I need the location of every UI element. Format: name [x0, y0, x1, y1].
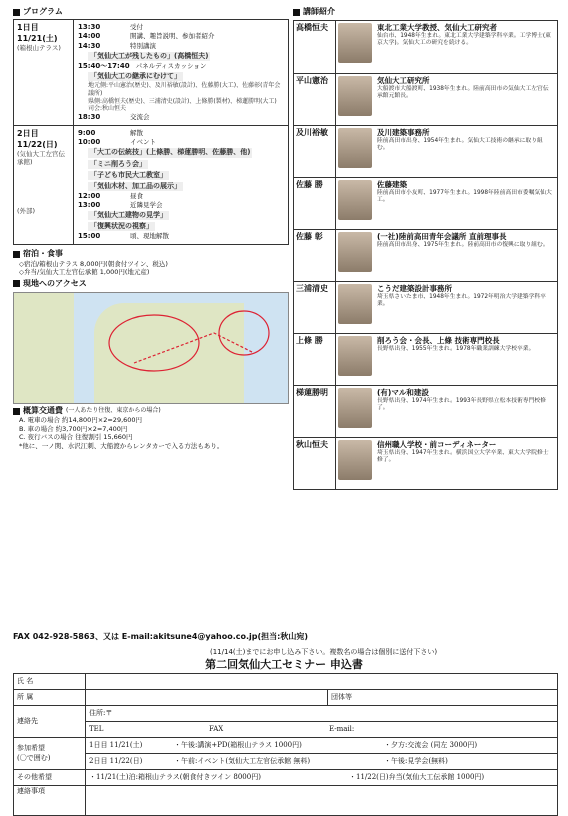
d2-tour-item-2: 「復興状況の視察」	[90, 222, 153, 231]
fees-heading: 概算交通費 (一人あたり往復、東京からの場合)	[13, 406, 289, 416]
profile-name: 佐藤 勝	[294, 178, 336, 229]
profile-bio: 陸前高田市出身、1975年生まれ。陸前高田市の復興に取り組む。	[377, 242, 549, 249]
d2-event-1: 「大工の伝統技」(上條勝、梯蓮勝明、佐藤勝、他)	[90, 148, 251, 157]
portrait-photo	[338, 388, 372, 428]
d1-social-time: 18:30	[78, 113, 101, 122]
map-routes	[14, 293, 289, 404]
d2-item-2: イベント	[130, 138, 156, 147]
other-options[interactable]: ・11/21(土)泊:箱根山テラス(朝食付きツイン 8000円) ・11/22(日)弁当(気仙大工伝承館 1000円)	[86, 770, 558, 786]
profile-org: 佐藤建築	[377, 180, 407, 190]
d2-tour-time: 13:00	[78, 200, 101, 209]
d1-panel-line-3: 司会:秋山恒夫	[88, 105, 127, 113]
profile-org: こうだ建築設計事務所	[377, 284, 452, 294]
program-heading: プログラム	[13, 7, 289, 17]
d1-panel-line-2: 県側:高橋恒夫(歴史)、三浦清史(設計)、上條勝(製材)、梯蓮勝明(大工)	[88, 97, 277, 105]
portrait-photo	[338, 180, 372, 220]
label-other: その他希望	[14, 770, 86, 786]
right-column	[293, 7, 558, 490]
profile-org: (有)マル和建設	[377, 388, 429, 398]
profile-name: 梯蓮勝明	[294, 386, 336, 437]
program-table	[13, 19, 289, 245]
fee-line-1: A. 電車の場合 約14,800円×2=29,600円	[19, 416, 143, 425]
profile-name: 三浦清史	[294, 282, 336, 333]
day1-place: (箱根山テラス)	[17, 44, 61, 53]
d1-time-3: 14:30	[78, 41, 101, 50]
deadline-note: (11/14(土)までにお申し込み下さい。複数名の場合は個別に送付下さい)	[210, 648, 438, 656]
profile-name: 上條 勝	[294, 334, 336, 385]
d2-lunch-time: 12:00	[78, 191, 101, 200]
stay-line-2: ◇弁当/気仙大工左官伝承館 1,000円(地元産)	[19, 268, 150, 277]
d1-panel: パネルディスカッション	[135, 61, 207, 70]
portrait-photo	[338, 284, 372, 324]
d1-item-3: 特別講演	[130, 41, 156, 50]
profile-org: 東北工業大学教授、気仙大工研究者	[377, 23, 497, 33]
profile-bio: 陸前高田市小友町、1977年生まれ。1998年陸前高田市委嘱気仙大工。	[377, 190, 552, 204]
d2-event-4: 「気仙木材、加工品の展示」	[90, 181, 181, 190]
remarks-field[interactable]	[86, 786, 558, 816]
profile-name: 平山憲治	[294, 74, 336, 125]
portrait-photo	[338, 336, 372, 376]
profile-name: 高橋恒夫	[294, 21, 336, 73]
portrait-photo	[338, 128, 372, 168]
fee-line-4: *他に、一ノ関、水沢江刺、大船渡からレンタカーで入る方法もあり。	[19, 441, 224, 450]
profile-name: 佐藤 彰	[294, 230, 336, 281]
name-field[interactable]	[86, 674, 558, 690]
portrait-photo	[338, 440, 372, 480]
d2-event-3: 「子ども市民大工教室」	[90, 170, 167, 179]
d2-end: 頃、現地解散	[130, 232, 169, 241]
day1-label: 1日目	[17, 23, 39, 33]
profile-name: 及川裕敏	[294, 126, 336, 177]
d1-time-2: 14:00	[78, 32, 101, 41]
profile-row	[294, 125, 557, 177]
profile-row	[294, 177, 557, 229]
day2-block	[14, 126, 288, 244]
stay-heading: 宿泊・食事	[13, 249, 289, 259]
profile-row	[294, 333, 557, 385]
tel-fax-email-field[interactable]: TEL FAX E-mail:	[86, 722, 558, 738]
application-form	[13, 673, 558, 816]
profile-row	[294, 73, 557, 125]
d1-panel-line-1: 地元側:平山憲治(歴史)、及川裕敏(設計)、佐藤勝(大工)、佐藤彰(青年会議所)	[88, 81, 281, 97]
portrait-photo	[338, 76, 372, 116]
d1-time-1: 13:30	[78, 23, 101, 32]
d2-event-2: 「ミニ削ろう会」	[90, 159, 146, 168]
profile-bio: 長野県出身、1955年生まれ。1978年職業訓練大学校卒業。	[377, 346, 535, 353]
d1-panel-title: 「気仙大工の継承にむけて」	[90, 71, 181, 80]
access-map	[13, 292, 289, 404]
profiles-list	[293, 20, 558, 490]
d1-talk: 「気仙大工が残したもの」(高橋恒夫)	[90, 51, 209, 60]
label-contact: 連絡先	[14, 706, 86, 738]
label-affiliation: 所 属	[14, 690, 86, 706]
d2-tour: 近隣見学会	[130, 200, 163, 209]
d2-time-2: 10:00	[78, 138, 101, 147]
day1-block	[14, 20, 288, 126]
profile-bio: 仙台市、1948年生まれ。東北工業大学建築学科卒業。工学博士(東京大学)。気仙大工の研究を続ける。	[377, 33, 551, 47]
fee-line-3: C. 夜行バスの場合 往復割引 15,660円	[19, 433, 133, 442]
day2-outside: (外部)	[17, 206, 36, 215]
day2-place: (気仙大工左官伝承館)	[17, 150, 66, 167]
d1-panel-time: 15:40〜17:40	[78, 61, 130, 70]
profile-org: 気仙大工研究所	[377, 76, 430, 86]
profiles-heading: 講師紹介	[293, 7, 558, 17]
profile-org: 及川建築事務所	[377, 128, 430, 138]
profile-row	[294, 21, 557, 73]
label-remarks: 連絡事項	[14, 786, 86, 816]
address-field[interactable]: 住所:〒	[86, 706, 558, 722]
profile-bio: 長野県出身、1974年生まれ。1993年長野県立松本技術専門校修了。	[377, 398, 546, 412]
profile-row	[294, 281, 557, 333]
d2-lunch: 昼食	[130, 191, 143, 200]
attend-day2[interactable]: 2日目 11/22(日) ・午前:イベント(気仙大工左官伝承館 無料) ・午後:見学会(無料)	[86, 754, 558, 770]
profile-row	[294, 229, 557, 281]
fee-line-2: B. 車の場合 約3,700円×2=7,400円	[19, 424, 128, 433]
profile-bio: 陸前高田市出身、1954年生まれ。気仙大工技術の継承に取り組む。	[377, 138, 543, 152]
portrait-photo	[338, 23, 372, 63]
stay-line-1: ◇宿泊/箱根山テラス 8,000円(朝食付ツイン、税込)	[19, 259, 168, 268]
access-heading: 現地へのアクセス	[13, 279, 289, 289]
profile-org: 信州職人学校・前コーディネーター	[377, 440, 497, 450]
profile-org: (一社)陸前高田青年会議所 直前理事長	[377, 232, 507, 242]
label-name: 氏 名	[14, 674, 86, 690]
fax-line: FAX 042-928-5863、又は E-mail:akitsune4@yahoo.co.jp(担当:秋山宛)	[13, 632, 309, 641]
d2-end-time: 15:00	[78, 232, 101, 241]
day1-date: 11/21(土)	[17, 33, 58, 43]
profile-bio: 埼玉県出身、1947年生まれ。横浜国立大学卒業、東大大学院修士修了。	[377, 450, 549, 464]
attend-day1[interactable]: 1日目 11/21(土) ・午後:講演+PD(箱根山テラス 1000円) ・夕方:交流会 (同左 3000円)	[86, 738, 558, 754]
d2-tour-item-1: 「気仙大工建物の見学」	[90, 210, 167, 219]
day2-date: 11/22(日)	[17, 139, 58, 149]
day2-label: 2日目	[17, 129, 39, 139]
profile-bio: 埼玉県さいたま市、1948年生まれ。1972年明治大学建築学科卒業。	[377, 294, 546, 308]
form-title: 第二回気仙大工セミナー 申込書	[205, 658, 363, 671]
affiliation-field[interactable]	[86, 690, 328, 706]
d1-item-2: 開講、趣旨説明、参加者紹介	[130, 32, 215, 41]
profile-name: 秋山恒夫	[294, 438, 336, 489]
profile-row	[294, 385, 557, 437]
d2-time-1: 9:00	[78, 129, 96, 138]
profile-row	[294, 437, 557, 489]
d2-item-1: 解散	[130, 129, 143, 138]
d1-item-1: 受付	[130, 23, 143, 32]
d1-social: 交流会	[130, 113, 150, 122]
profile-org: 削ろう会・会長、上條 技術専門校長	[377, 336, 500, 346]
portrait-photo	[338, 232, 372, 272]
group-field[interactable]: 団体等	[328, 690, 558, 706]
label-attend: 参加希望 (〇で囲む)	[14, 738, 86, 770]
left-column	[13, 7, 289, 450]
profile-bio: 大船渡市大船渡町、1938年生まれ。陸前高田市の気仙大工左官伝承館元館長。	[377, 86, 549, 100]
